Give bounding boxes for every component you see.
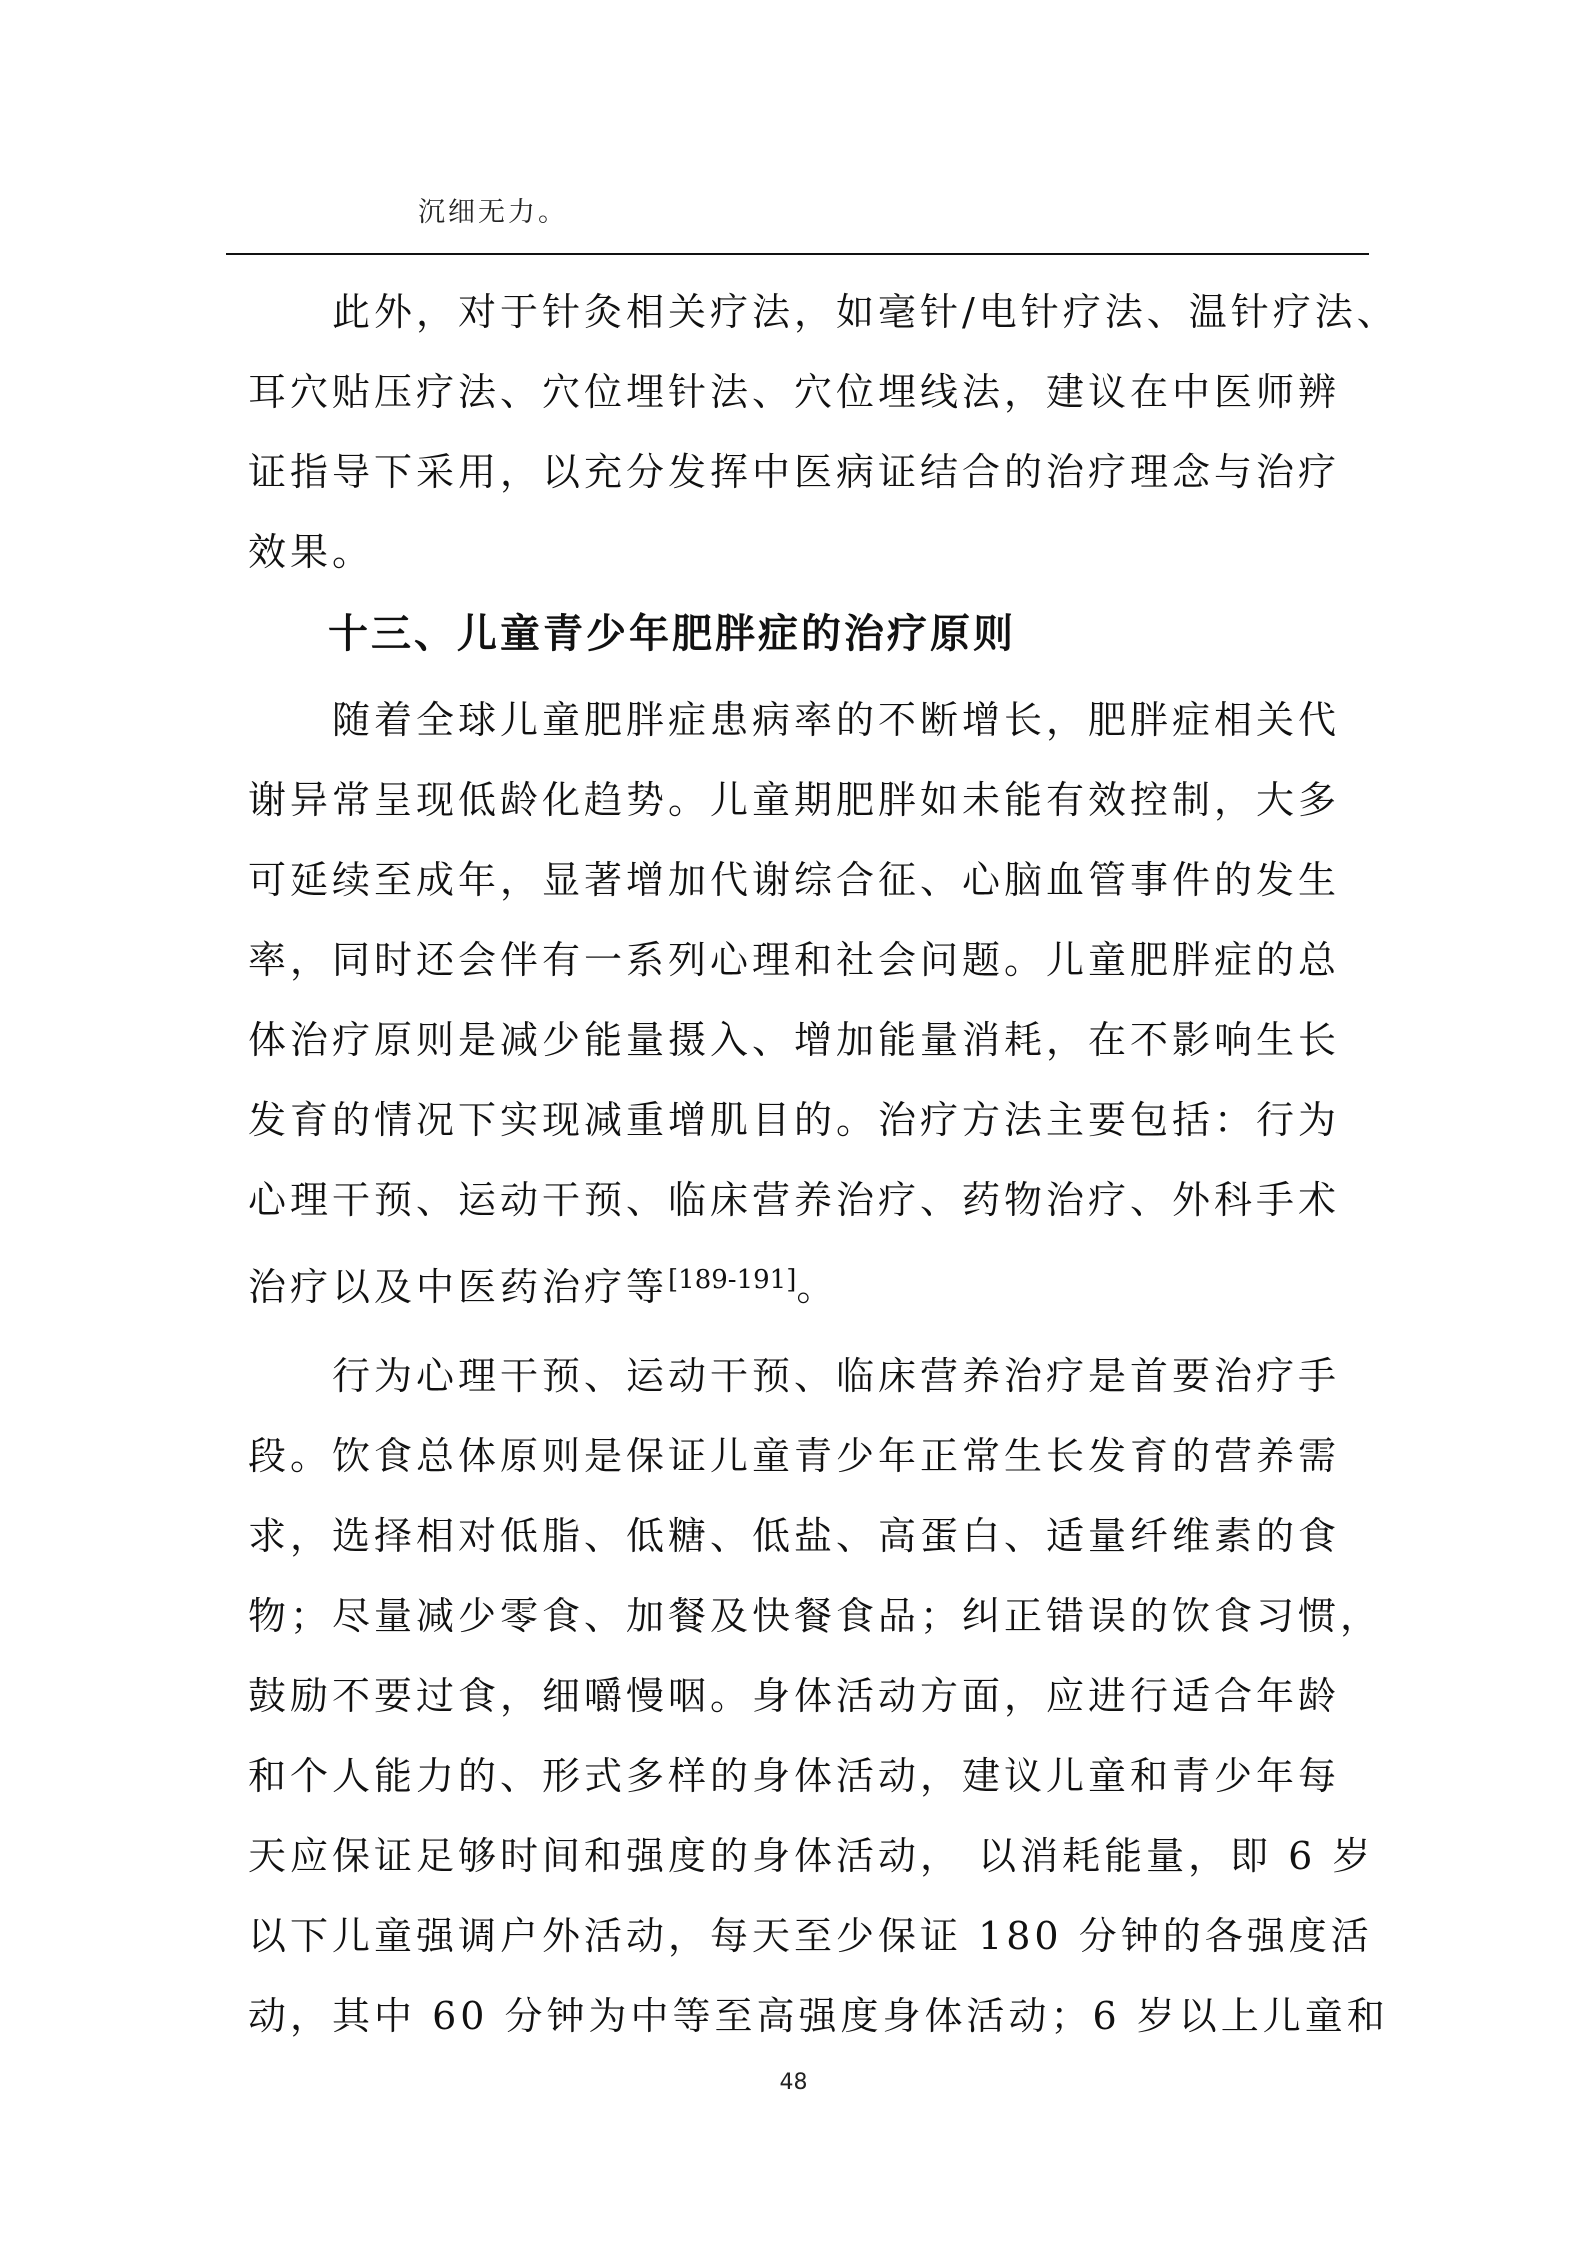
text-line: 可延续至成年，显著增加代谢综合征、心脑血管事件的发生	[248, 858, 1341, 902]
text-line: 天应保证足够时间和强度的身体活动， 以消耗能量，即 6 岁	[248, 1834, 1375, 1878]
paragraph-behavioral-intervention	[248, 1346, 1389, 2066]
text-line: 动，其中 60 分钟为中等至高强度身体活动；6 岁以上儿童和	[248, 1994, 1389, 2038]
page-number: 48	[779, 2070, 808, 2095]
text-line: 段。饮食总体原则是保证儿童青少年正常生长发育的营养需	[248, 1434, 1341, 1478]
text-line: 证指导下采用，以充分发挥中医病证结合的治疗理念与治疗	[248, 450, 1341, 494]
section-heading: 十三、儿童青少年肥胖症的治疗原则	[328, 611, 1016, 657]
paragraph-gap	[248, 1330, 1373, 1346]
text-line: 鼓励不要过食，细嚼慢咽。身体活动方面，应进行适合年龄	[248, 1674, 1341, 1718]
text-line: 物；尽量减少零食、加餐及快餐食品；纠正错误的饮食习惯，	[248, 1594, 1383, 1638]
citation-reference: [189-191]	[668, 1265, 797, 1295]
document-body	[248, 282, 1399, 2066]
text-line: 谢异常呈现低龄化趋势。儿童期肥胖如未能有效控制，大多	[248, 778, 1341, 822]
header-divider	[226, 253, 1369, 255]
text-line: 此外，对于针灸相关疗法，如毫针/电针疗法、温针疗法、	[332, 290, 1399, 334]
paragraph-acupuncture	[248, 282, 1399, 602]
text-line: 效果。	[248, 530, 375, 574]
text-line: 随着全球儿童肥胖症患病率的不断增长，肥胖症相关代	[332, 698, 1341, 742]
text-line	[248, 1250, 1373, 1330]
header-note: 沉细无力。	[418, 197, 568, 228]
text-line: 率，同时还会伴有一系列心理和社会问题。儿童肥胖症的总	[248, 938, 1341, 982]
text-line: 体治疗原则是减少能量摄入、增加能量消耗，在不影响生长	[248, 1018, 1341, 1062]
text-line: 行为心理干预、运动干预、临床营养治疗是首要治疗手	[332, 1354, 1341, 1398]
text-line: 求，选择相对低脂、低糖、低盐、高蛋白、适量纤维素的食	[248, 1514, 1341, 1558]
paragraph-obesity-overview	[248, 690, 1373, 1330]
text-line: 心理干预、运动干预、临床营养治疗、药物治疗、外科手术	[248, 1178, 1341, 1222]
text-line: 以下儿童强调户外活动，每天至少保证 180 分钟的各强度活	[248, 1914, 1373, 1958]
text-line: 和个人能力的、形式多样的身体活动，建议儿童和青少年每	[248, 1754, 1341, 1798]
sentence-end-mark: 。	[796, 1265, 839, 1309]
text-line: 耳穴贴压疗法、穴位埋针法、穴位埋线法，建议在中医师辨	[248, 370, 1341, 414]
text-line: 发育的情况下实现减重增肌目的。治疗方法主要包括：行为	[248, 1098, 1341, 1142]
text-line-content: 治疗以及中医药治疗等	[248, 1265, 669, 1309]
